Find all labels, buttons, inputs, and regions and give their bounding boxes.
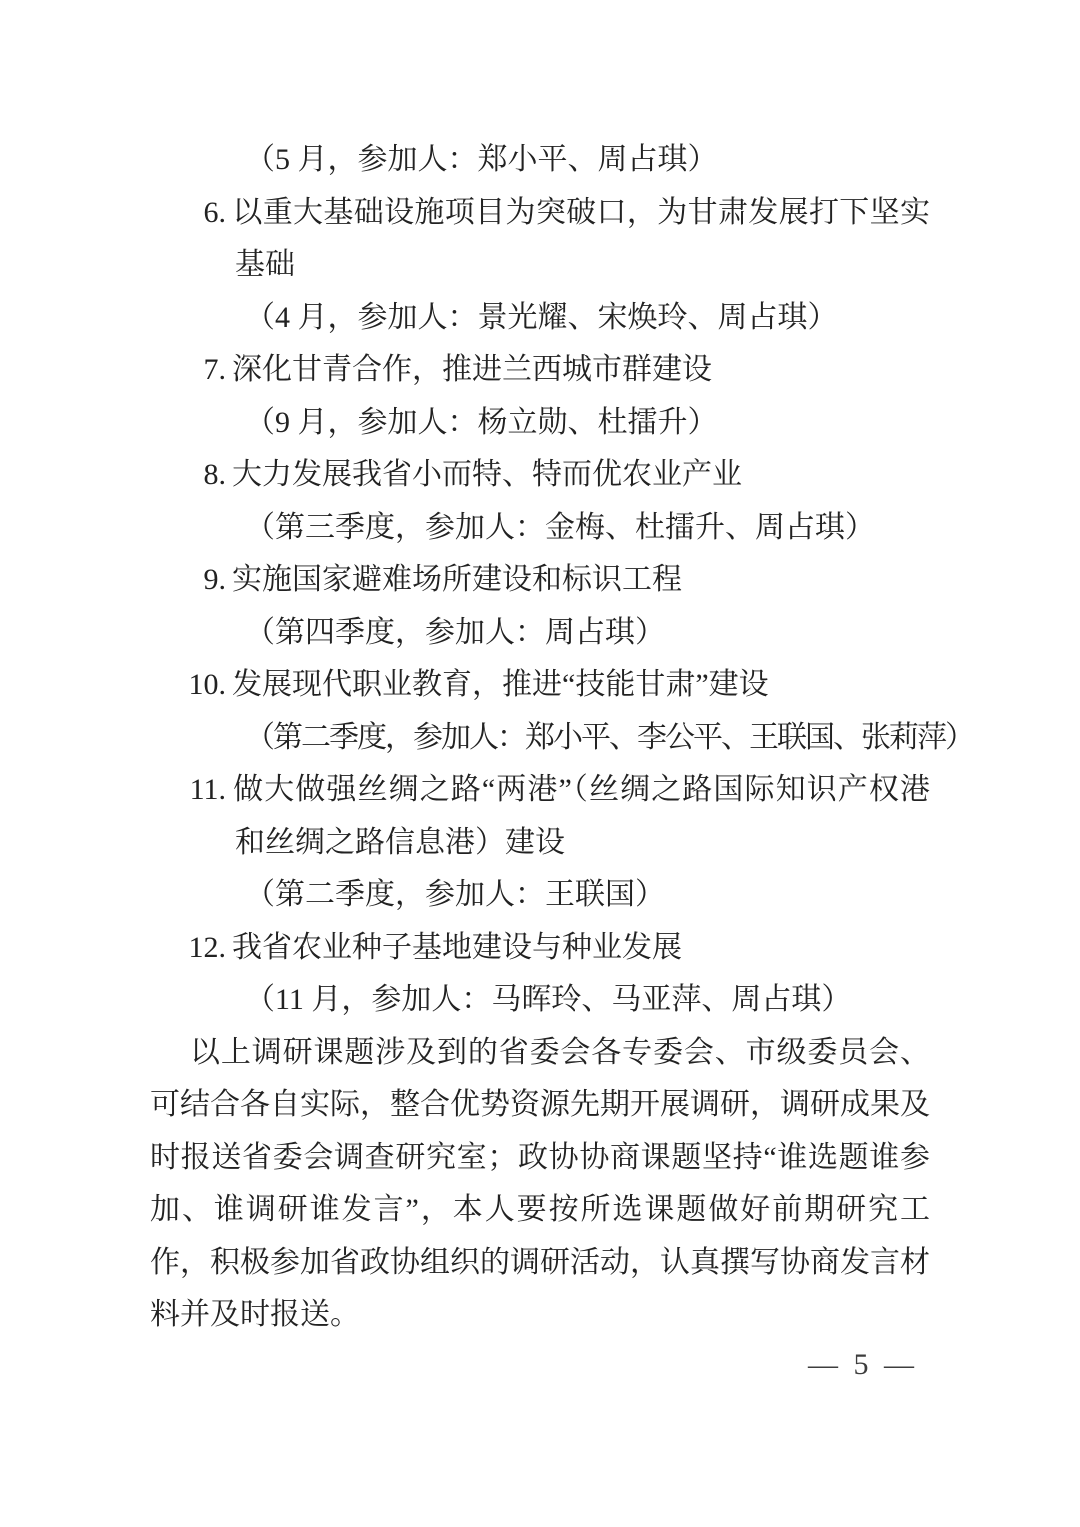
- topic-item-12: [150, 922, 930, 975]
- item-number: 12.: [188, 930, 226, 964]
- topic-item-10: [150, 659, 930, 712]
- page-number: — 5 —: [808, 1347, 918, 1381]
- participants-line: （第四季度，参加人：周占琪）: [245, 615, 665, 649]
- item-number: 11.: [189, 773, 226, 806]
- participants-line: （5 月，参加人：郑小平、周占琪）: [245, 143, 718, 176]
- item-title: 做大做强丝绸之路“两港”（丝绸之路国际知识产权港和丝绸之路信息港）建设: [232, 773, 930, 859]
- item-title: 我省农业种子基地建设与种业发展: [232, 930, 682, 964]
- participants-line: （11 月，参加人：马晖玲、马亚萍、周占琪）: [245, 983, 852, 1016]
- participants-line: （9 月，参加人：杨立勋、杜擂升）: [245, 405, 718, 439]
- item-number: 9.: [203, 563, 226, 596]
- item-title: 发展现代职业教育，推进“技能甘肃”建设: [232, 668, 769, 701]
- topic-item-11: [150, 764, 930, 869]
- item-title: 深化甘青合作，推进兰西城市群建设: [232, 353, 712, 386]
- participants-line: （第三季度，参加人：金梅、杜擂升、周占琪）: [245, 510, 875, 544]
- topic-item-8: [150, 449, 930, 502]
- topic-item-9: [150, 554, 930, 607]
- participants-line: （第二季度，参加人：王联国）: [245, 878, 665, 911]
- item-number: 8.: [203, 458, 226, 491]
- participants-line: （4 月，参加人：景光耀、宋焕玲、周占琪）: [245, 300, 838, 334]
- closing-paragraph: 以上调研课题涉及到的省委会各专委会、市级委员会、可结合各自实际，整合优势资源先期开展调研，调研成果及时报送省委会调查研究室；政协协商课题坚持“谁选题谁参加、谁调研谁发言”，本人要按所选课题做好前期研究工作，积极参加省政协组织的调研活动，认真撰写协商发言材料并及时报送。: [150, 1035, 930, 1331]
- item-title: 以重大基础设施项目为突破口，为甘肃发展打下坚实基础: [232, 195, 930, 281]
- item-number: 7.: [203, 353, 226, 386]
- item-number: 10.: [188, 668, 226, 701]
- topic-item-7: [150, 344, 930, 397]
- item-title: 实施国家避难场所建设和标识工程: [232, 563, 682, 596]
- topic-item-6: [150, 187, 930, 292]
- item-number: 6.: [203, 195, 226, 229]
- item-title: 大力发展我省小而特、特而优农业产业: [232, 458, 742, 491]
- participants-line: （第二季度，参加人：郑小平、李公平、王联国、张莉萍）: [245, 720, 973, 754]
